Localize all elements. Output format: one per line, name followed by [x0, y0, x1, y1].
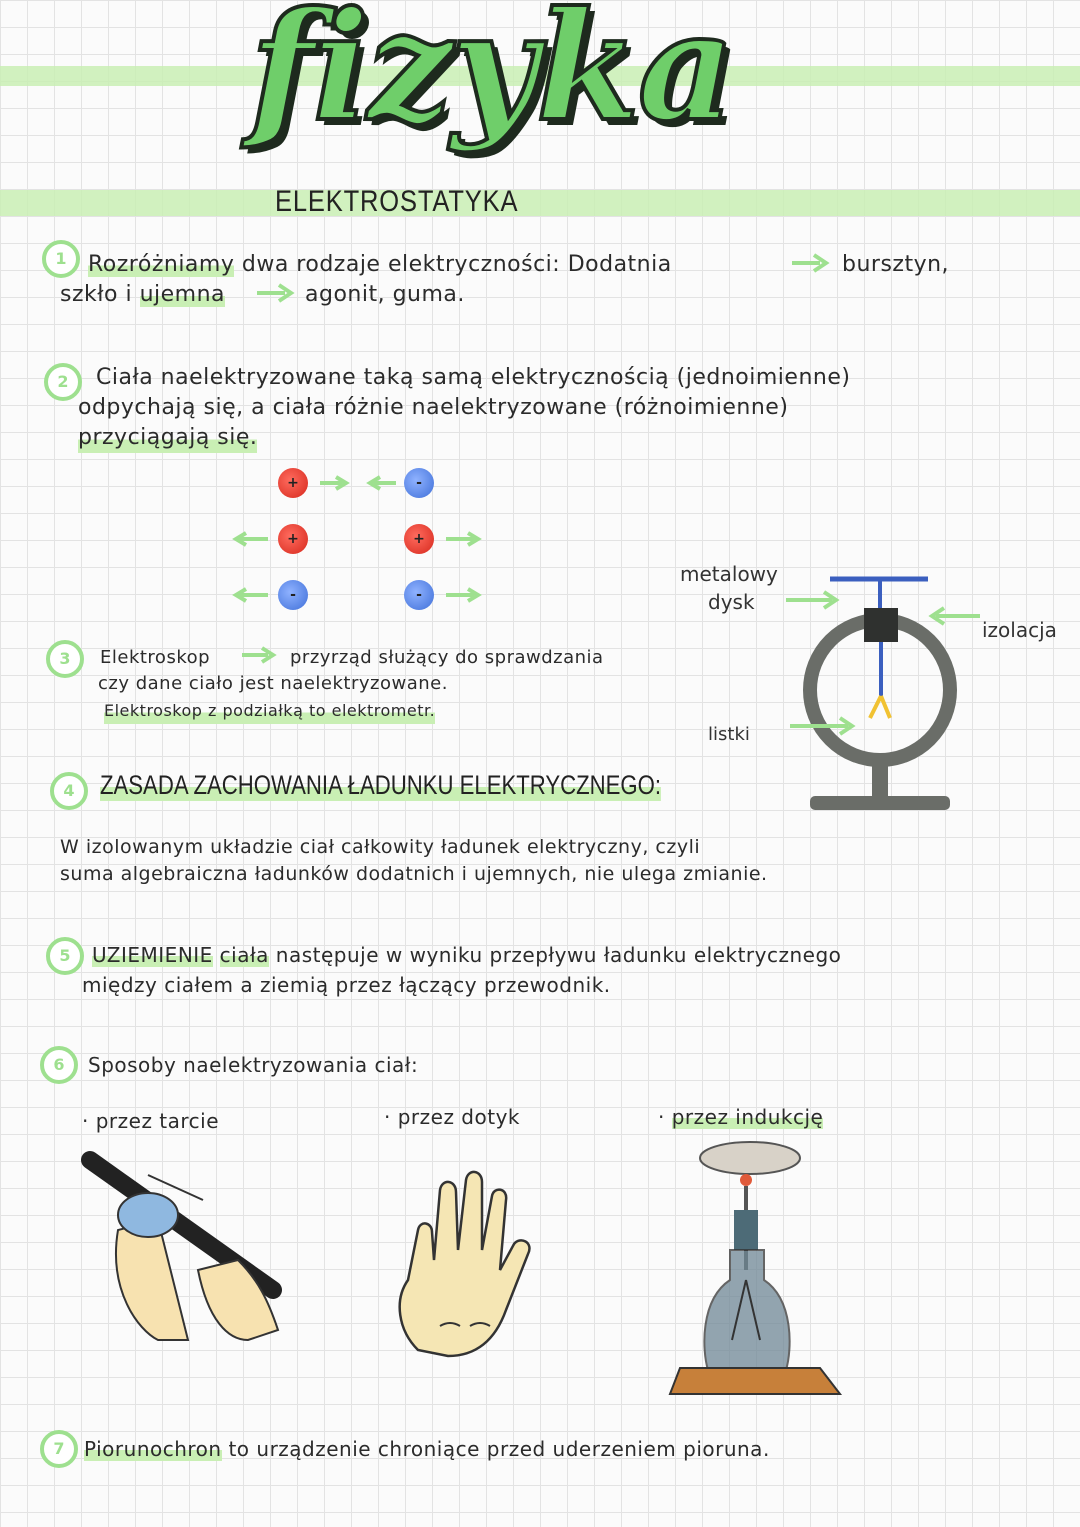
section-3-term: Elektroskop — [100, 647, 211, 668]
positive-charge: + — [404, 524, 434, 554]
section-2-line-3: przyciągają się. — [78, 423, 257, 453]
section-3-line-3: Elektroskop z podziałką to elektrometr. — [104, 698, 435, 724]
section-number-3: 3 — [46, 640, 84, 678]
section-4-line-1: W izolowanym układzie ciał całkowity ładunek elektryczny, czyli — [60, 836, 701, 858]
section-number-1: 1 — [42, 240, 80, 278]
method-touch-label: przez dotyk — [397, 1105, 520, 1129]
section-4-line-2: suma algebraiczna ładunków dodatnich i ujemnych, nie ulega zmianie. — [60, 863, 768, 885]
friction-illustration — [78, 1140, 298, 1350]
label-leaves: listki — [708, 724, 750, 745]
positive-charge: + — [278, 524, 308, 554]
section-2-line-2: odpychają się, a ciała różnie naelektryzowane (różnoimienne) — [78, 395, 789, 420]
electroscope-illustration — [770, 570, 990, 840]
arrow-right-icon — [318, 474, 352, 492]
arrow-left-icon — [364, 474, 398, 492]
section-3-definition: przyrząd służący do sprawdzania — [290, 647, 604, 668]
section-7-line — [84, 1434, 770, 1464]
section-1-keyword: Rozróżniamy — [88, 252, 235, 277]
hand-illustration — [388, 1160, 538, 1360]
section-5-line-1 — [92, 940, 841, 970]
method-friction: · przez tarcie — [82, 1109, 220, 1133]
section-7-keyword: Piorunochron — [84, 1437, 222, 1461]
section-number-4: 4 — [50, 772, 88, 810]
section-1-line-2 — [60, 280, 225, 310]
section-number-7: 7 — [40, 1430, 78, 1468]
section-number-5: 5 — [46, 937, 84, 975]
section-number-6: 6 — [40, 1046, 78, 1084]
section-5-line-2: między ciałem a ziemią przez łączący przewodnik. — [82, 973, 611, 997]
method-touch: · przez dotyk — [384, 1105, 520, 1129]
section-5-keyword: UZIEMIENIE — [92, 943, 213, 967]
page-title: fizyka — [250, 0, 733, 155]
section-2-line-1: Ciała naelektryzowane taką samą elektrycznością (jednoimienne) — [96, 365, 851, 390]
section-subtitle: ELEKTROSTATYKA — [275, 185, 519, 218]
section-1-example-negative: agonit, guma. — [305, 282, 465, 307]
negative-charge: - — [404, 468, 434, 498]
section-1-keyword-2: ujemna — [139, 282, 226, 307]
negative-charge: - — [278, 580, 308, 610]
positive-charge: + — [278, 468, 308, 498]
arrow-icon — [255, 282, 299, 304]
arrow-icon — [790, 252, 834, 274]
arrow-left-icon — [230, 530, 270, 548]
method-friction-label: przez tarcie — [95, 1109, 220, 1133]
arrow-left-icon — [230, 586, 270, 604]
label-insulation: izolacja — [982, 618, 1057, 642]
section-5-text: następuje w wyniku przepływu ładunku elektrycznego — [275, 943, 842, 967]
section-3-line-2: czy dane ciało jest naelektryzowane. — [98, 673, 448, 694]
section-1-line-1 — [88, 250, 672, 280]
section-1-example-positive: bursztyn, — [842, 252, 950, 277]
section-5-keyword-2: ciała — [219, 943, 269, 967]
section-number-2: 2 — [44, 363, 82, 401]
section-7-text: to urządzenie chroniące przed uderzeniem pioruna. — [228, 1437, 770, 1461]
arrow-icon — [240, 644, 280, 666]
label-metal-disk-2: dysk — [708, 590, 755, 614]
arrow-right-icon — [444, 586, 484, 604]
negative-charge: - — [404, 580, 434, 610]
induction-illustration — [660, 1140, 860, 1400]
label-metal-disk: metalowy — [680, 562, 778, 586]
method-induction: · przez indukcję — [658, 1105, 824, 1129]
section-6-heading: Sposoby naelektryzowania ciał: — [88, 1053, 419, 1077]
highlight-band — [0, 190, 1080, 216]
section-1-text: dwa rodzaje elektryczności: Dodatnia — [241, 252, 672, 277]
section-1-text-2: szkło i — [60, 282, 133, 307]
arrow-right-icon — [444, 530, 484, 548]
section-4-heading: ZASADA ZACHOWANIA ŁADUNKU ELEKTRYCZNEGO: — [100, 770, 661, 800]
method-induction-label: przez indukcję — [671, 1105, 824, 1129]
